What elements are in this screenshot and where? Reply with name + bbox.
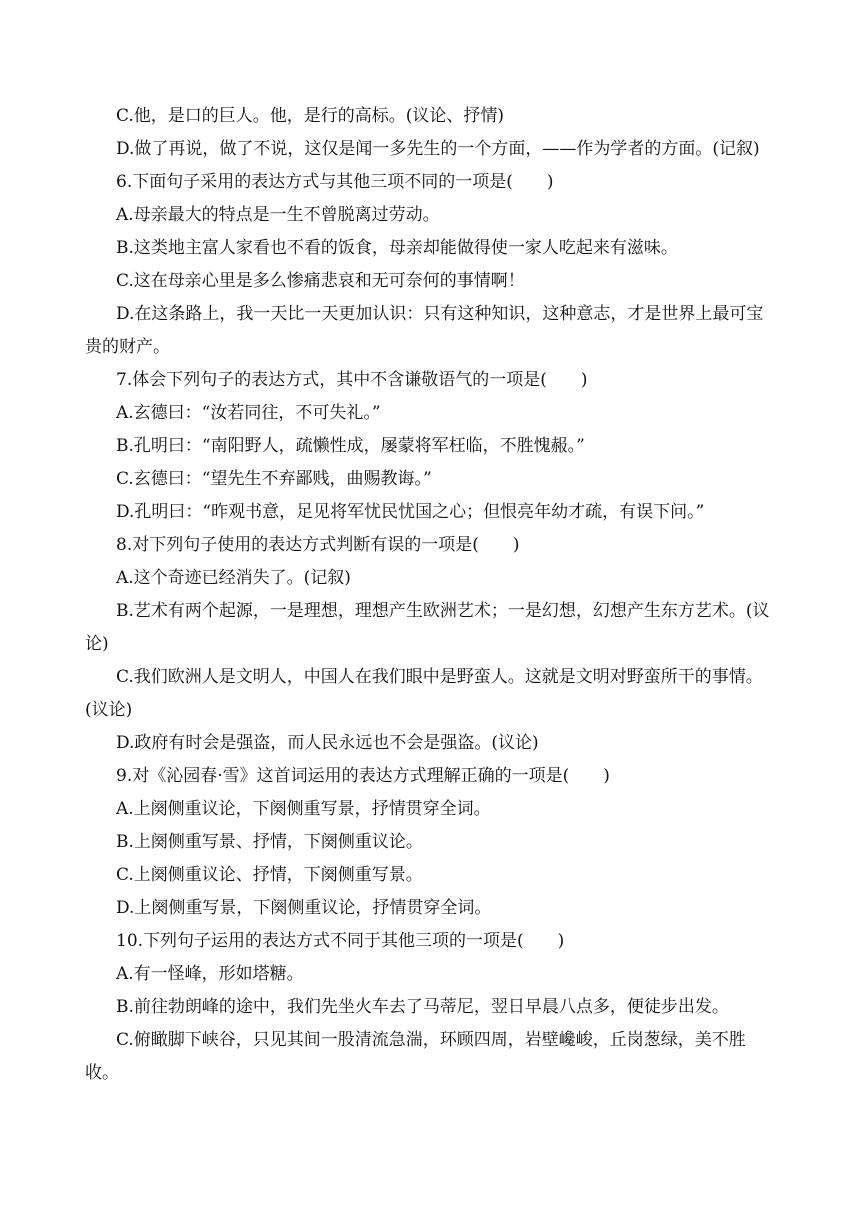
q7-stem: 7.体会下列句子的表达方式，其中不含谦敬语气的一项是( ) [116,370,588,390]
q10-option-c-line2: 收。 [85,1063,119,1083]
q8-option-b-line1: B.艺术有两个起源，一是理想，理想产生欧洲艺术；一是幻想，幻想产生东方艺术。(议 [116,601,770,621]
q8-stem: 8.对下列句子使用的表达方式判断有误的一项是( ) [116,535,520,555]
q9-stem: 9.对《沁园春·雪》这首词运用的表达方式理解正确的一项是( ) [116,766,610,786]
q7-option-b: B.孔明曰：“南阳野人，疏懒性成，屡蒙将军枉临，不胜愧赧。” [116,436,585,456]
q5-option-c: C.他，是口的巨人。他，是行的高标。(议论、抒情) [116,106,505,126]
q6-option-d-line2: 贵的财产。 [85,337,170,357]
q7-option-a: A.玄德曰：“汝若同往，不可失礼。” [116,403,381,423]
q8-option-d: D.政府有时会是强盗，而人民永远也不会是强盗。(议论) [116,733,539,753]
q8-option-a: A.这个奇迹已经消失了。(记叙) [116,568,351,588]
q6-option-d-line1: D.在这条路上，我一天比一天更加认识：只有这种知识，这种意志，才是世界上最可宝 [116,304,764,324]
q9-option-a: A.上阕侧重议论，下阕侧重写景，抒情贯穿全词。 [116,799,491,819]
q7-option-d: D.孔明曰：“昨观书意，足见将军忧民忧国之心；但恨亮年幼才疏，有误下问。” [116,502,705,522]
q8-option-c-line2: (议论) [85,700,133,720]
q6-stem: 6.下面句子采用的表达方式与其他三项不同的一项是( ) [116,172,554,192]
q6-option-b: B.这类地主富人家看也不看的饭食，母亲却能做得使一家人吃起来有滋味。 [116,238,678,258]
q9-option-b: B.上阕侧重写景、抒情，下阕侧重议论。 [116,832,423,852]
q6-option-c: C.这在母亲心里是多么惨痛悲哀和无可奈何的事情啊！ [116,271,525,291]
q10-option-c-line1: C.俯瞰脚下峡谷，只见其间一股清流急湍，环顾四周，岩壁巉峻，丘岗葱绿，美不胜 [116,1030,746,1050]
q6-option-a: A.母亲最大的特点是一生不曾脱离过劳动。 [116,205,440,225]
q10-option-b: B.前往勃朗峰的途中，我们先坐火车去了马蒂尼，翌日早晨八点多，便徒步出发。 [116,997,729,1017]
q5-option-d: D.做了再说，做了不说，这仅是闻一多先生的一个方面，——作为学者的方面。(记叙) [116,139,760,159]
q8-option-b-line2: 论) [85,634,109,654]
q10-stem: 10.下列句子运用的表达方式不同于其他三项的一项是( ) [116,931,565,951]
q7-option-c: C.玄德曰：“望先生不弃鄙贱，曲赐教诲。” [116,469,432,489]
q9-option-d: D.上阕侧重写景，下阕侧重议论，抒情贯穿全词。 [116,898,492,918]
q10-option-a: A.有一怪峰，形如塔糖。 [116,964,304,984]
q9-option-c: C.上阕侧重议论、抒情，下阕侧重写景。 [116,865,423,885]
question-list [85,100,783,1090]
q8-option-c-line1: C.我们欧洲人是文明人，中国人在我们眼中是野蛮人。这就是文明对野蛮所干的事情。 [116,667,763,687]
